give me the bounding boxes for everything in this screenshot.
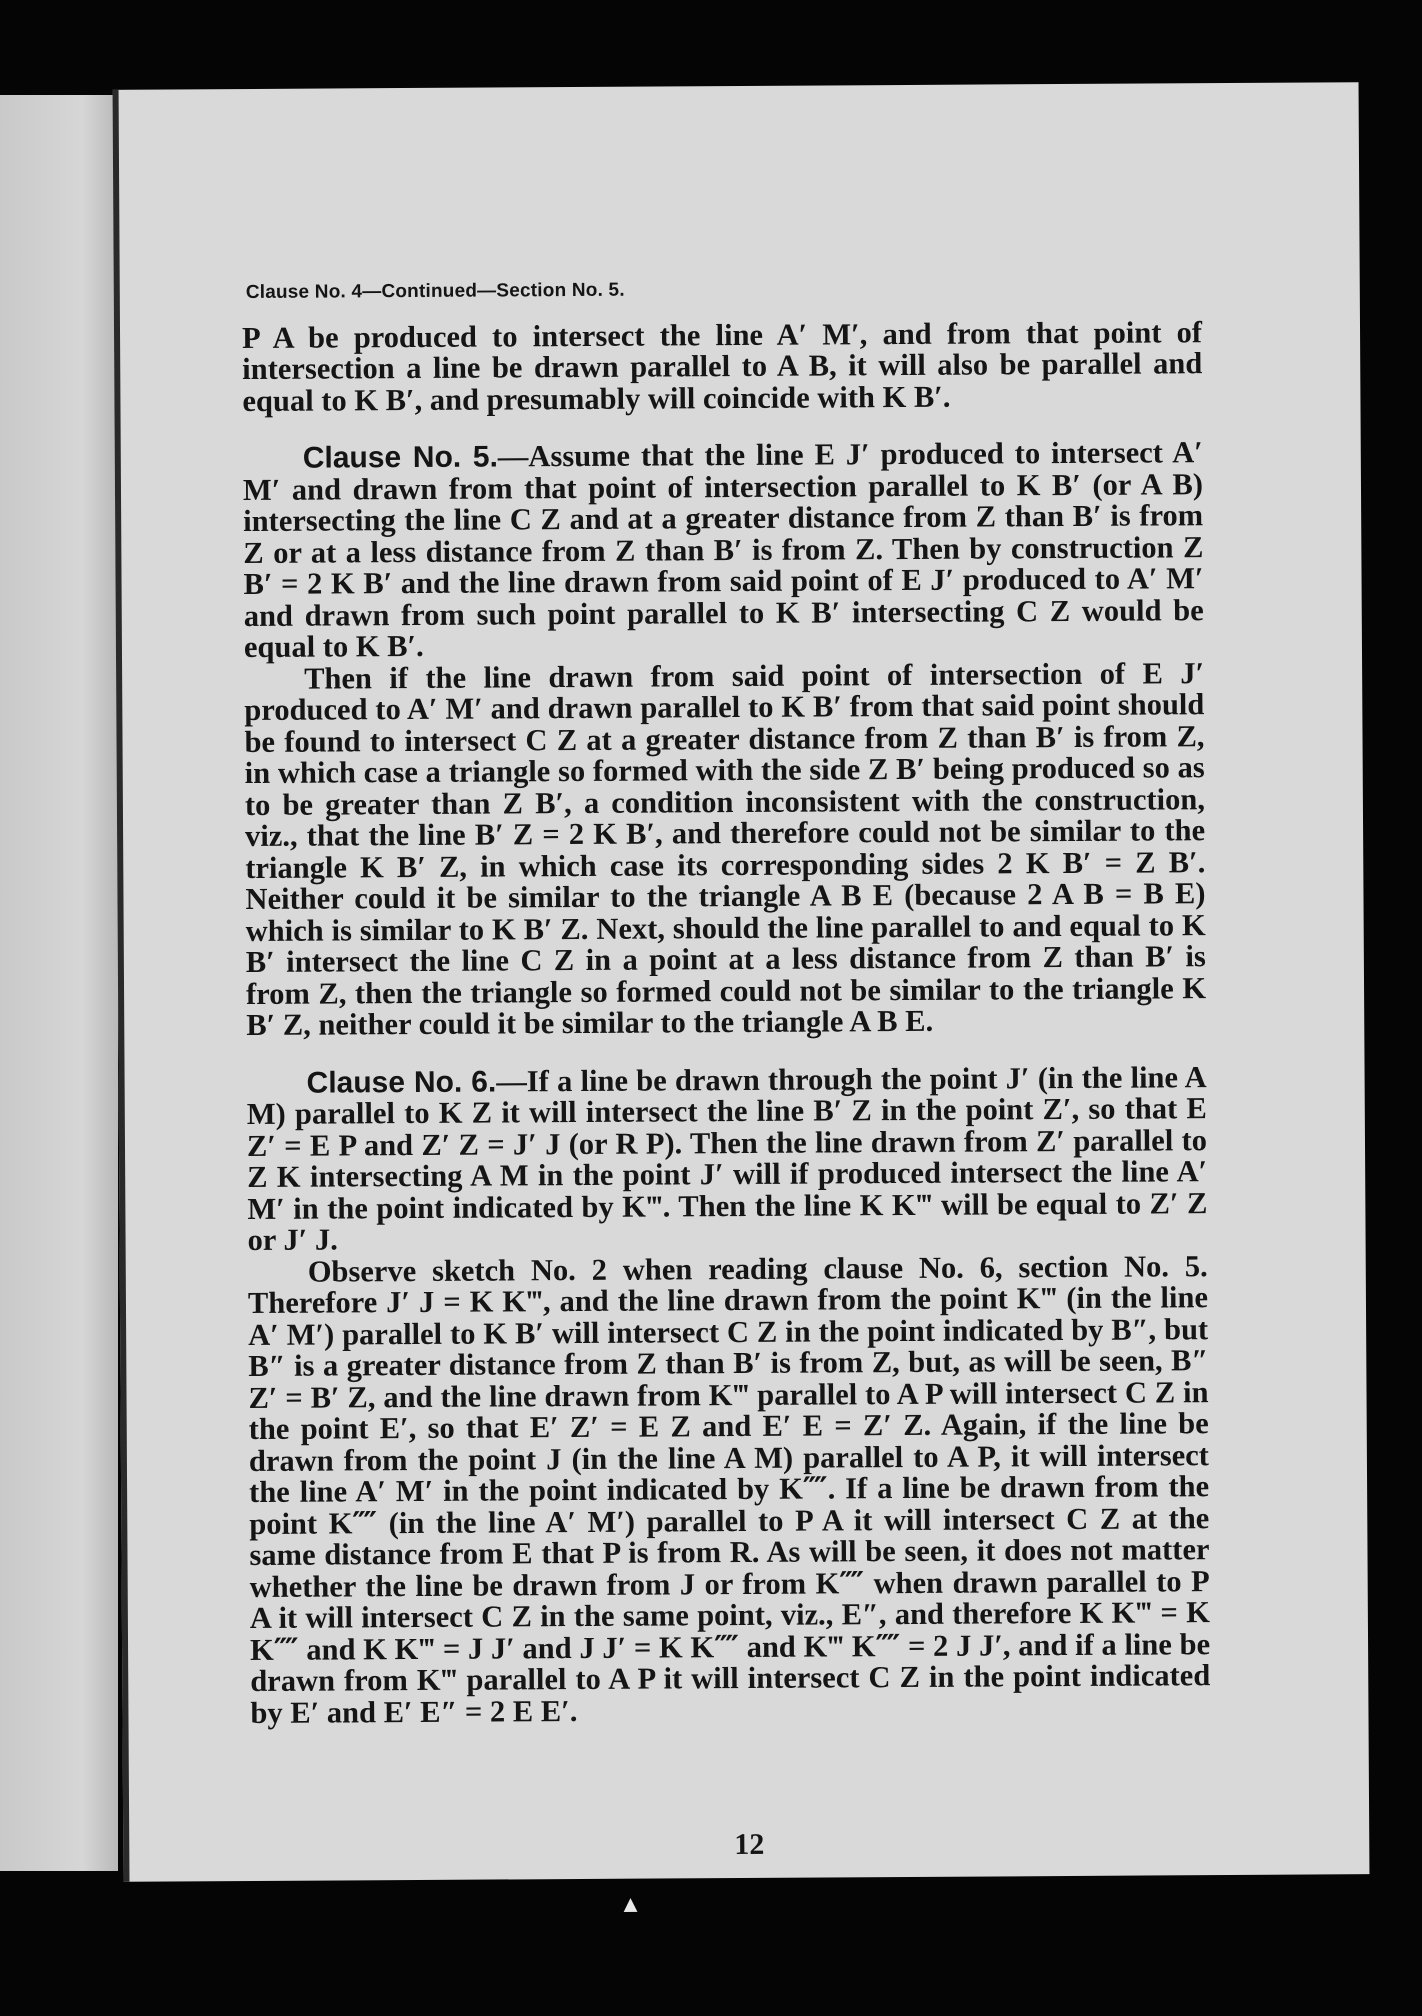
paragraph-clause-5 <box>243 437 1204 663</box>
paragraph-clause-5-continued <box>244 655 1207 1043</box>
page-content <box>242 271 1211 1729</box>
paragraph-text: Then if the line drawn from said point of intersection of E J′ produced to A′ M′ and drawn parallel to K B′ from that said point should be found to intersect C Z at a greater distance from Z than B′ is from Z, in which case a triangle so formed with the side Z B′ being produced so as to be greater than Z B′, a condition inconsistent with the construction, viz., that the line B′ Z = 2 K B′, and therefore could not be similar to the triangle K B′ Z, in which case its corresponding sides 2 K B′ = Z B′. Neither could it be similar to the triangle A B E (because 2 A B = B E) which is similar to K B′ Z. Next, should the line parallel to and equal to K B′ intersect the line C Z in a point at a less distance from Z than B′ is from Z, then the triangle so formed could not be similar to the triangle K B′ Z, neither could it be similar to the triangle A B E. <box>244 655 1207 1043</box>
clause-heading: Clause No. 6. <box>306 1064 497 1100</box>
document-page <box>113 82 1370 1915</box>
paragraph-clause-4-continued <box>241 314 1203 418</box>
scan-mark-icon: ▲ <box>623 1893 638 1915</box>
previous-page-edge <box>0 95 118 1871</box>
paragraph-clause-6 <box>246 1059 1208 1258</box>
paragraph-text: —Assume that the line E J′ produced to intersect A′ M′ and drawn from that point of intersection parallel to K B′ (or A B) intersecting the line C Z and at a greater distance from Z than B′ is from Z or at a less distance from Z than B′ is from Z. Then by construction Z B′ = 2 K B′ and the line drawn from said point of E J′ produced to A′ M′ and drawn from such point parallel to K B′ intersecting C Z would be equal to K B′. <box>242 435 1204 665</box>
clause-heading: Clause No. 5. <box>302 440 498 475</box>
paragraph-text: P A be produced to intersect the line A′ M′, and from that point of intersection a line be drawn parallel to A B, it will also be parallel and equal to K B′, and presumably will coincide with K B′. <box>241 314 1203 418</box>
paragraph-text: Observe sketch No. 2 when reading clause No. 6, section No. 5. Therefore J′ J = K K‴, and the line drawn from the point K‴ (in the line A′ M′) parallel to K B′ will intersect C Z in the point indicated by B″, but B″ is a greater distance from Z than B′ is from Z, but, as will be seen, B″ Z′ = B′ Z, and the line drawn from K‴ parallel to A P will intersect C Z in the point E′, so that E′ Z′ = E Z and E′ E = Z′ Z. Again, if the line be drawn from the point J (in the line A M) parallel to A P, it will intersect the line A′ M′ in the point indicated by K⁗. If a line be drawn from the point K⁗ (in the line A′ M′) parallel to P A it will intersect C Z at the same distance from E that P is from R. As will be seen, it does not matter whether the line be drawn from J or from K⁗ when drawn parallel to P A it will intersect C Z in the same point, viz., E″, and therefore K K‴ = K K⁗ and K K‴ = J J′ and J J′ = K K⁗ and K‴ K⁗ = 2 J J′, and if a line be drawn from K‴ parallel to A P it will intersect C Z in the point indicated by E′ and E′ E″ = 2 E E′. <box>247 1248 1211 1730</box>
paragraph-text: —If a line be drawn through the point J′ (in the line A M) parallel to K Z it will intersect the line B′ Z in the point Z′, so that E Z′ = E P and Z′ Z = J′ J (or R P). Then the line drawn from Z′ parallel to Z K intersecting A M in the point J′ will if produced intersect the line A′ M′ in the point indicated by K‴. Then the line K K‴ will be equal to Z′ Z or J′ J. <box>246 1059 1208 1258</box>
running-header: Clause No. 4—Continued—Section No. 5. <box>245 279 625 304</box>
page-number: 12 <box>734 1827 765 1862</box>
paragraph-clause-6-observation <box>247 1248 1211 1730</box>
